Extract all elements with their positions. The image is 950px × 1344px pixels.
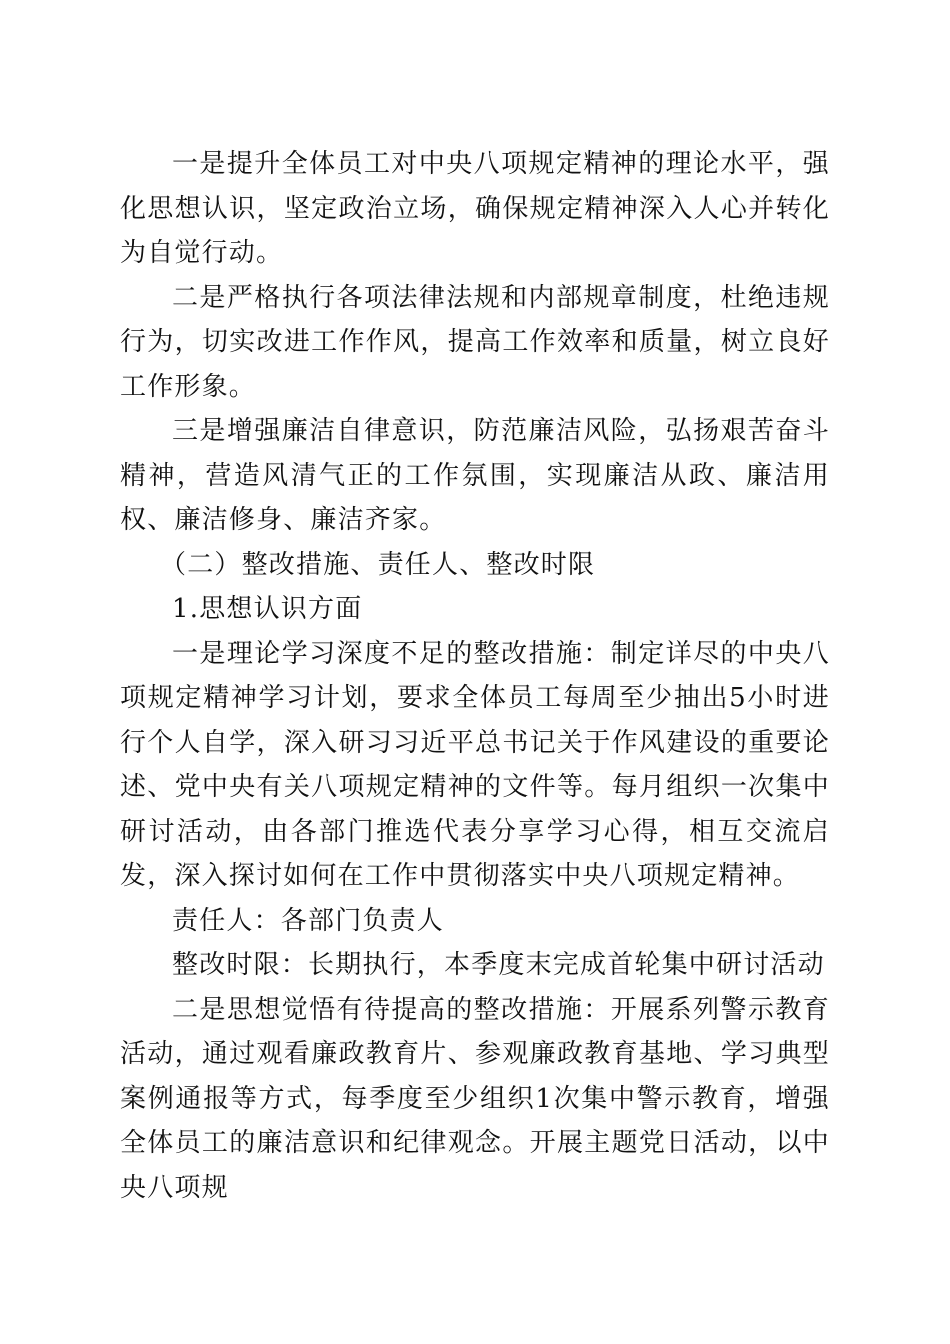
subsection-heading: 1.思想认识方面 (172, 594, 363, 624)
paragraph-deadline: 整改时限：长期执行，本季度末完成首轮集中研讨活动 (172, 950, 825, 980)
paragraph-goal-1: 一是提升全体员工对中央八项规定精神的理论水平，强化思想认识，坚定政治立场，确保规定精神深入人心并转化为自觉行动。 (120, 149, 830, 268)
paragraph-measure-1: 一是理论学习深度不足的整改措施：制定详尽的中央八项规定精神学习计划，要求全体员工每周至少抽出5小时进行个人自学，深入研习习近平总书记关于作风建设的重要论述、党中央有关八项规定精神的文件等。每月组织一次集中研讨活动，由各部门推选代表分享学习心得，相互交流启发，深入探讨如何在工作中贯彻落实中央八项规定精神。 (120, 638, 830, 891)
paragraph-responsible: 责任人：各部门负责人 (172, 905, 445, 936)
paragraph-goal-3: 三是增强廉洁自律意识，防范廉洁风险，弘扬艰苦奋斗精神，营造风清气正的工作氛围，实现廉洁从政、廉洁用权、廉洁修身、廉洁齐家。 (120, 416, 830, 535)
paragraph-measure-2: 二是思想觉悟有待提高的整改措施：开展系列警示教育活动，通过观看廉政教育片、参观廉政教育基地、学习典型案例通报等方式，每季度至少组织1次集中警示教育，增强全体员工的廉洁意识和纪律观念。开展主题党日活动，以中央八项规 (120, 994, 830, 1203)
document-body (120, 142, 830, 1210)
section-heading: （二）整改措施、责任人、整改时限 (160, 549, 596, 580)
paragraph-goal-2: 二是严格执行各项法律法规和内部规章制度，杜绝违规行为，切实改进工作作风，提高工作效率和质量，树立良好工作形象。 (120, 282, 830, 402)
